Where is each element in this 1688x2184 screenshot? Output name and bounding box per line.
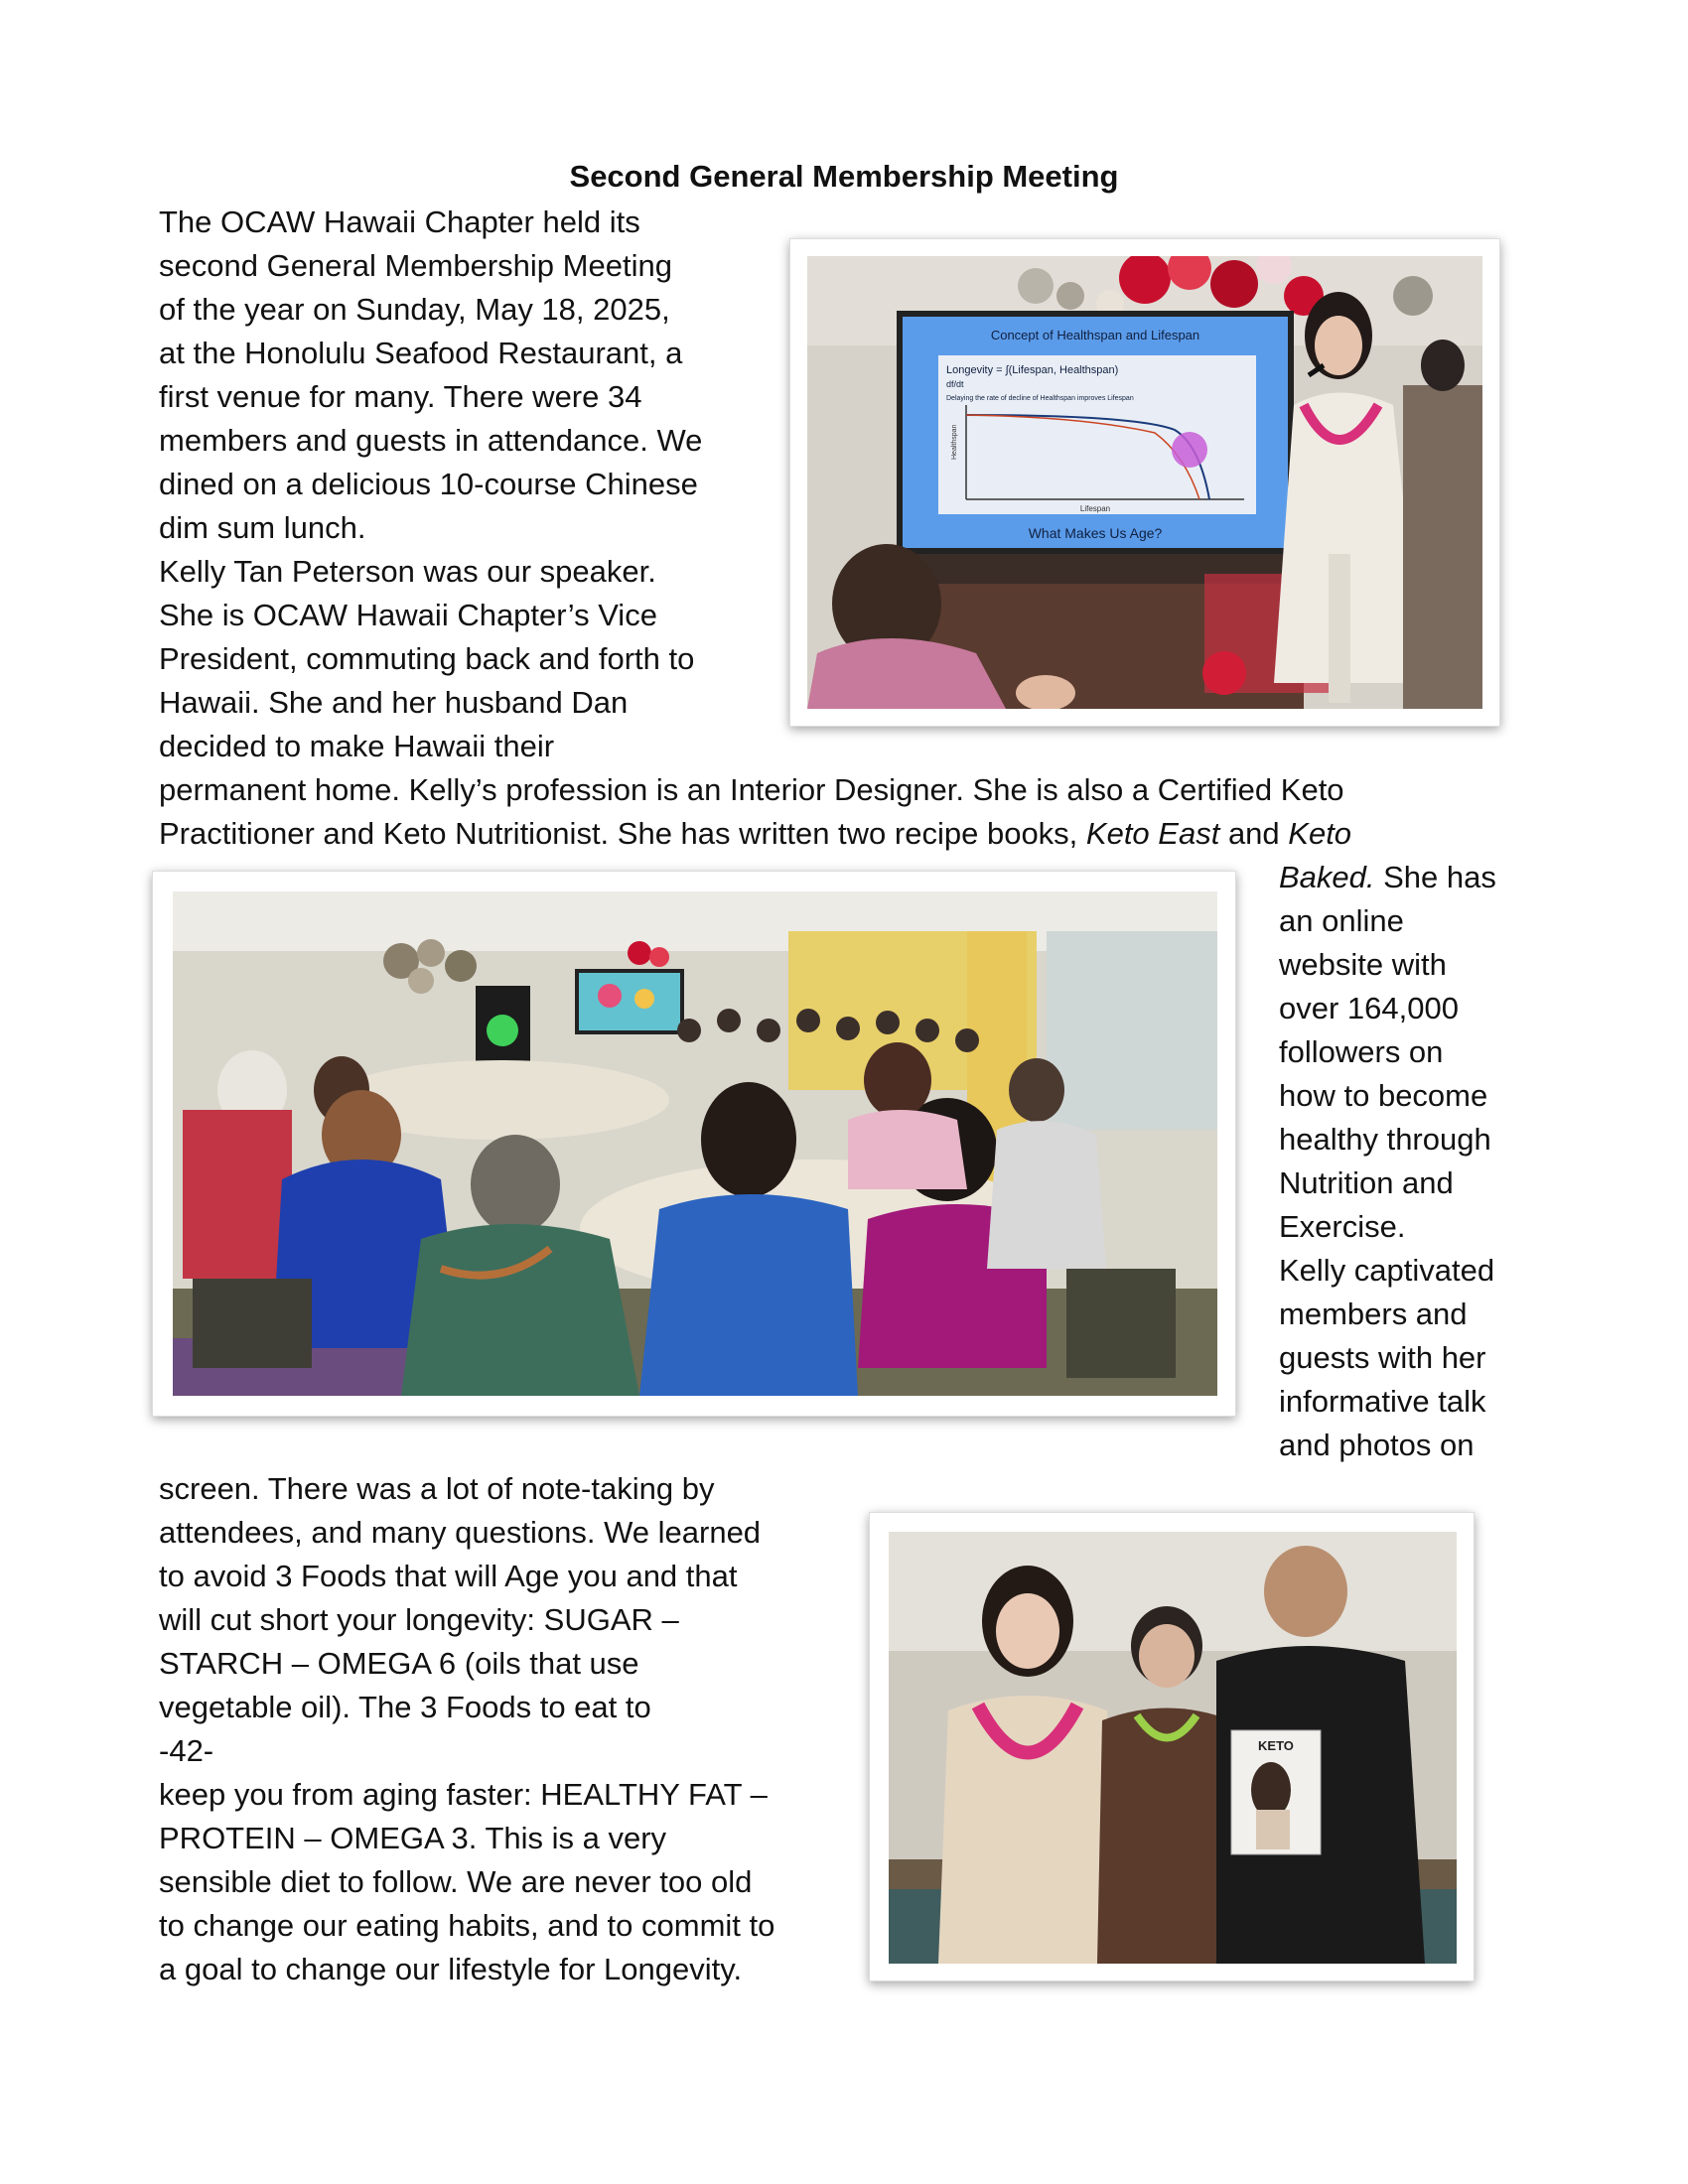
text-line: a goal to change our lifestyle for Longevity.: [159, 1952, 743, 1986]
text-line: will cut short your longevity: SUGAR –: [159, 1602, 679, 1637]
group-photo-illustration: [889, 1532, 1457, 1964]
text-line: at the Honolulu Seafood Restaurant, a: [159, 336, 683, 370]
book-title-baked-part: Baked.: [1279, 860, 1375, 894]
text-line: President, commuting back and forth to: [159, 641, 695, 676]
text-line: to change our eating habits, and to commit to: [159, 1908, 775, 1943]
page-title: Second General Membership Meeting: [569, 159, 1119, 194]
slide-y-axis: Healthspan: [951, 424, 958, 460]
text-line: to avoid 3 Foods that will Age you and that: [159, 1559, 738, 1593]
text-run: and: [1219, 816, 1289, 851]
dining-room-photo: [173, 891, 1217, 1396]
book-cover-title: KETO: [1258, 1738, 1294, 1753]
page-number: -42-: [159, 1733, 214, 1768]
slide-heading: Concept of Healthspan and Lifespan: [990, 328, 1200, 342]
text-line: Nutrition and: [1279, 1165, 1454, 1200]
text-line: dim sum lunch.: [159, 510, 366, 545]
text-line: screen. There was a lot of note-taking by: [159, 1471, 715, 1506]
speaker-photo-frame: [789, 238, 1500, 727]
text-line: [1279, 856, 1496, 899]
text-line: decided to make Hawaii their: [159, 729, 555, 763]
slide-note: Delaying the rate of decline of Healthspan improves Lifespan: [946, 395, 1134, 402]
text-line: PROTEIN – OMEGA 3. This is a very: [159, 1821, 667, 1855]
text-line: Kelly captivated: [1279, 1253, 1495, 1288]
text-line: members and guests in attendance. We: [159, 423, 703, 458]
text-line: members and: [1279, 1297, 1468, 1331]
text-line: attendees, and many questions. We learned: [159, 1515, 762, 1550]
text-line: over 164,000: [1279, 991, 1459, 1025]
text-line: followers on: [1279, 1034, 1444, 1069]
book-title-keto-east: Keto East: [1085, 816, 1220, 851]
text-line: how to become: [1279, 1078, 1488, 1113]
dining-room-photo-frame: [152, 871, 1236, 1417]
text-line: STARCH – OMEGA 6 (oils that use: [159, 1646, 639, 1681]
text-line: Exercise.: [1279, 1209, 1406, 1244]
text-line: and photos on: [1279, 1428, 1475, 1462]
text-line: sensible diet to follow. We are never too old: [159, 1864, 753, 1899]
text-line: guests with her: [1279, 1340, 1486, 1375]
slide-formula: Longevity = ∫(Lifespan, Healthspan): [946, 364, 1119, 376]
text-line: an online: [1279, 903, 1404, 938]
group-photo-frame: [869, 1512, 1475, 1981]
text-line: permanent home. Kelly’s profession is an Interior Designer. She is also a Certified Keto: [159, 772, 1344, 807]
slide-dfdt: df/dt: [946, 379, 964, 389]
book-title-keto-part: Keto: [1288, 816, 1352, 851]
text-line: [159, 812, 1351, 856]
text-line: vegetable oil). The 3 Foods to eat to: [159, 1690, 651, 1724]
speaker-photo-illustration: [807, 256, 1482, 709]
slide-x-axis: Lifespan: [1079, 504, 1111, 513]
text-line: Kelly Tan Peterson was our speaker.: [159, 554, 656, 589]
group-photo: [889, 1532, 1457, 1964]
text-line: She is OCAW Hawaii Chapter’s Vice: [159, 598, 657, 632]
text-run: She has: [1374, 860, 1496, 894]
slide-footer: What Makes Us Age?: [1028, 525, 1163, 541]
text-line: dined on a delicious 10-course Chinese: [159, 467, 698, 501]
text-line: second General Membership Meeting: [159, 248, 672, 283]
text-run: Practitioner and Keto Nutritionist. She has written two recipe books,: [159, 816, 1086, 851]
speaker-photo: [807, 256, 1482, 709]
text-line: website with: [1279, 947, 1447, 982]
text-line: informative talk: [1279, 1384, 1486, 1419]
text-line: keep you from aging faster: HEALTHY FAT –: [159, 1777, 768, 1812]
text-line: Hawaii. She and her husband Dan: [159, 685, 629, 720]
text-line: healthy through: [1279, 1122, 1491, 1157]
text-line: The OCAW Hawaii Chapter held its: [159, 205, 640, 239]
text-line: first venue for many. There were 34: [159, 379, 642, 414]
dining-room-illustration: [173, 891, 1217, 1396]
text-line: of the year on Sunday, May 18, 2025,: [159, 292, 670, 327]
